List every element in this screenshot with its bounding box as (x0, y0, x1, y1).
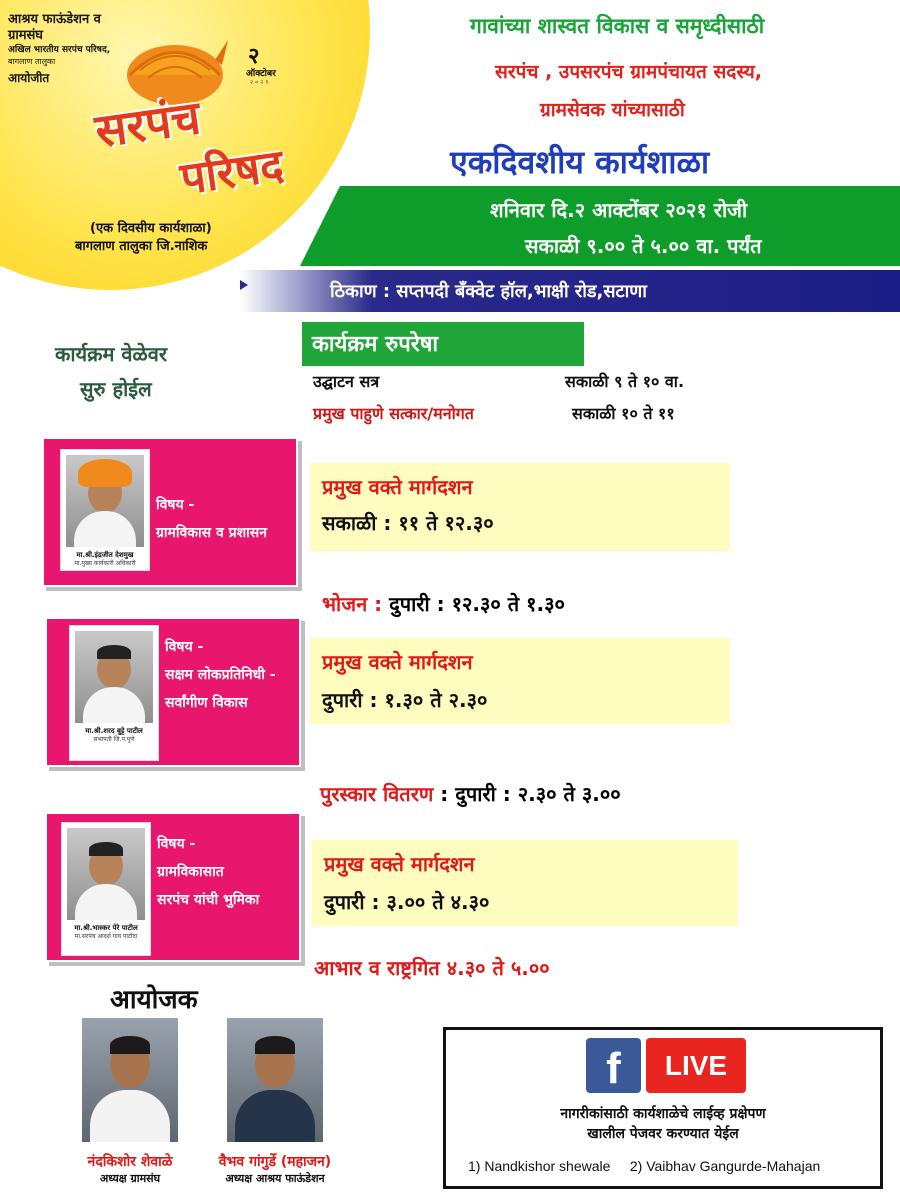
green-band-edge (300, 186, 340, 266)
org-line-1: आश्रय फाऊंडेशन व (8, 12, 101, 27)
speaker-slot-box (312, 840, 738, 926)
on-time-note-line-2: सुरु होईल (80, 377, 152, 401)
organizer-name: नंदकिशोर शेवाळे (87, 1154, 173, 1170)
speaker-name: मा.श्री.शरद बुट्टे पाटील (85, 727, 143, 735)
speaker-subject (156, 491, 267, 547)
organizer-photo (227, 1018, 323, 1142)
triangle-icon (240, 280, 248, 290)
subject-line-1: ग्रामविकास व प्रशासन (156, 525, 268, 541)
logo-subtitle-1: (एक दिवसीय कार्यशाळा) (90, 221, 212, 236)
logo-date-number: २ (248, 44, 260, 69)
thanks-time: ४.३० ते ५.०० (439, 956, 550, 980)
logo-date-year: २०२१ (250, 79, 271, 86)
lunch-row (322, 590, 565, 617)
speaker-photo-frame (61, 822, 151, 956)
speaker-name: मा.श्री.इंद्रजीत देशमुख (76, 551, 134, 559)
subject-label: विषय - (156, 497, 195, 513)
subject-label: विषय - (165, 639, 204, 655)
program-heading: कार्यक्रम रुपरेषा (312, 332, 439, 357)
slot-title: प्रमुख वक्ते मार्गदशन (324, 852, 475, 876)
subject-line-1: ग्रामविकासात (157, 864, 224, 880)
guest-label: प्रमुख पाहुणे सत्कार/मनोगत (313, 404, 474, 423)
slot-time: सकाळी : ११ ते १२.३० (322, 511, 494, 535)
logo-subtitle-2: बागलाण तालुका जि.नाशिक (75, 239, 208, 254)
speaker-role: मा.सरपंच आदर्श गाव पाटोदा (74, 933, 138, 940)
event-date: शनिवार दि.२ आक्टोंबर २०२१ रोजी (490, 198, 748, 222)
live-text-line-2: खालील पेजवर करण्यात येईल (587, 1126, 739, 1142)
organizer-photo (82, 1018, 178, 1142)
speaker-slot-box (310, 463, 730, 551)
speaker-photo-frame (60, 449, 150, 571)
subject-label: विषय - (157, 836, 196, 852)
slot-time: दुपारी : ३.०० ते ४.३० (324, 890, 490, 914)
thanks-row (314, 954, 550, 981)
speaker-subject (157, 830, 259, 914)
facebook-icon: f (586, 1038, 641, 1093)
lunch-label: भोजन : (322, 592, 383, 616)
lunch-time: दुपारी : १२.३० ते १.३० (389, 592, 565, 616)
speaker-photo (67, 828, 145, 920)
subject-line-2: सर्वांगीण विकास (165, 695, 248, 711)
logo-date-month: ऑक्टोबर (246, 69, 276, 79)
speaker-slot-box (310, 638, 730, 724)
venue-text: ठिकाण : सप्तपदी बॅंक्वेट हॉल,भाक्षी रोड,सटाणा (330, 281, 647, 302)
live-text-line-1: नागरीकांसाठी कार्यशाळेचे लाईव्ह प्रक्षेपण (560, 1106, 766, 1122)
headline-line-1: गावांच्या शास्वत विकास व समृध्दीसाठी (470, 14, 765, 38)
headline-main-title: एकदिवशीय कार्यशाळा (450, 143, 710, 181)
org-line-5: आयोजीत (8, 71, 50, 85)
award-row (320, 780, 621, 807)
organizer-name: वैभव गांगुर्डे (महाजन) (218, 1154, 332, 1170)
organizer-role: अध्यक्ष ग्रामसंघ (99, 1172, 161, 1185)
subject-line-2: सरपंच यांची भुमिका (157, 892, 260, 908)
logo-title-sarpanch: सरपंच (91, 89, 204, 159)
subject-line-1: सक्षम लोकप्रतिनिधी - (165, 667, 276, 683)
speaker-role: सभापती जि.प.पुणे (93, 736, 135, 743)
speaker-role: मा.मुख्य कार्यकारी अधिकारी (74, 560, 136, 567)
organizer-card (200, 1018, 350, 1186)
speaker-photo-frame (69, 625, 159, 761)
live-page-links: 1) Nandkishor shewale 2) Vaibhav Gangurde-Mahajan (468, 1158, 821, 1174)
speaker-card (42, 437, 298, 587)
org-line-3: अखिल भारतीय सरपंच परिषद, (8, 45, 111, 55)
speaker-photo (75, 631, 153, 723)
award-label: पुरस्कार वितरण (320, 782, 434, 806)
organizer-role: अध्यक्ष आश्रय फाऊंडेशन (225, 1172, 325, 1185)
slot-time: दुपारी : १.३० ते २.३० (322, 688, 488, 712)
live-badge: LIVE (646, 1038, 746, 1093)
speaker-card (45, 617, 301, 767)
organizer-card (60, 1018, 200, 1186)
on-time-note-line-1: कार्यक्रम वेळेवर (55, 342, 168, 366)
slot-title: प्रमुख वक्ते मार्गदशन (322, 475, 473, 499)
guest-time: सकाळी १० ते ११ (572, 404, 675, 423)
award-time: : दुपारी : २.३० ते ३.०० (433, 782, 621, 806)
inauguration-label: उद्घाटन सत्र (313, 372, 380, 391)
headline-line-3: ग्रामसेवक यांच्यासाठी (540, 99, 685, 121)
org-line-4: बागलाण तालुका (8, 57, 56, 66)
headline-line-2: सरपंच , उपसरपंच ग्रामपंचायत सदस्य, (495, 61, 763, 83)
speaker-card (45, 812, 301, 962)
org-line-2: ग्रामसंघ (8, 28, 43, 43)
speaker-photo (66, 455, 144, 547)
speaker-name: मा.श्री.भास्कर पेरे पाटील (74, 924, 138, 932)
event-time: सकाळी ९.०० ते ५.०० वा. पर्यंत (525, 234, 762, 258)
logo-title-parishad: परिषद (177, 140, 287, 205)
slot-title: प्रमुख वक्ते मार्गदशन (322, 650, 473, 674)
speaker-subject (165, 633, 276, 717)
organizers-heading: आयोजक (110, 985, 198, 1015)
inauguration-time: सकाळी ९ ते १० वा. (565, 372, 685, 391)
thanks-label: आभार व राष्ट्रगित (314, 956, 440, 980)
